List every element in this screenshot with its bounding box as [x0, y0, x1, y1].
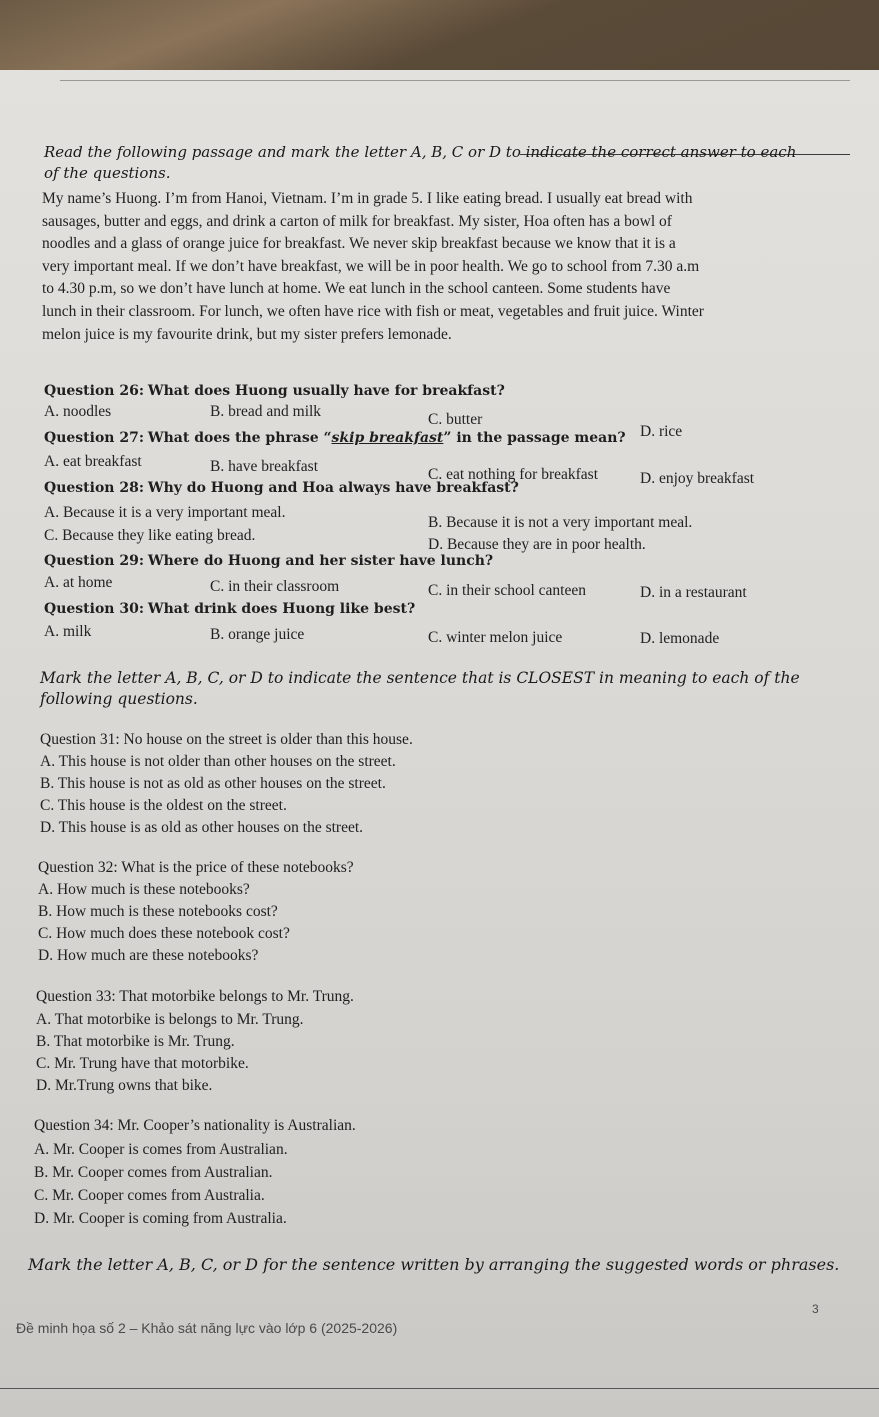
option-a[interactable]: A. How much is these notebooks? [38, 881, 250, 898]
closest-instruction [40, 668, 810, 710]
option-c[interactable]: C. winter melon juice [428, 629, 563, 646]
footer-text: Đề minh họa số 2 – Khảo sát năng lực vào lớp 6 (2025-2026) [16, 1320, 398, 1336]
option-b[interactable]: B. Because it is not a very important meal. [428, 514, 693, 531]
option-d[interactable]: D. This house is as old as other houses on the street. [40, 819, 364, 836]
question-32 [38, 859, 354, 877]
option-b[interactable]: B. have breakfast [210, 458, 319, 475]
arranging-instruction-text: Mark the letter A, B, C, or D for the sentence written by arranging the suggested words or phrases. [28, 1255, 840, 1274]
passage-line: noodles and a glass of orange juice for breakfast. We never skip breakfast because we know that it is a [42, 235, 676, 253]
question-text: Where do Huong and her sister have lunch? [147, 553, 494, 569]
page-number: 3 [812, 1302, 819, 1316]
option-a[interactable]: A. Because it is a very important meal. [44, 504, 286, 521]
question-27: Question 27: What does the phrase “skip breakfast” in the passage mean? [44, 430, 626, 446]
option-b[interactable]: B. This house is not as old as other houses on the street. [40, 775, 386, 792]
arranging-instruction [28, 1254, 848, 1275]
question-34 [34, 1117, 356, 1135]
passage-line: lunch in their classroom. For lunch, we often have rice with fish or meat, vegetables and fruit juice. Winter [42, 302, 704, 320]
passage-line: to 4.30 p.m, so we don’t have lunch at home. We eat lunch in the school canteen. Some students have [42, 280, 671, 298]
option-d[interactable]: D. Mr. Cooper is coming from Australia. [34, 1210, 287, 1227]
option-c[interactable]: C. in their school canteen [428, 582, 586, 599]
underlined-phrase: skip breakfast [331, 430, 444, 446]
option-d[interactable]: D. Mr.Trung owns that bike. [36, 1077, 213, 1094]
option-a[interactable]: A. noodles [44, 403, 112, 420]
option-b[interactable]: B. orange juice [210, 626, 305, 643]
option-b[interactable]: C. in their classroom [210, 578, 340, 595]
option-a[interactable]: A. milk [44, 623, 92, 640]
reading-passage [42, 188, 812, 346]
document-content [0, 70, 879, 1417]
option-c[interactable]: C. eat nothing for breakfast [428, 466, 599, 483]
option-b[interactable]: B. Mr. Cooper comes from Australian. [34, 1164, 273, 1181]
option-d[interactable]: D. enjoy breakfast [640, 470, 755, 487]
passage-line: My name’s Huong. I’m from Hanoi, Vietnam. I’m in grade 5. I like eating bread. I usually eat bread with [42, 190, 693, 207]
passage-line: sausages, butter and eggs, and drink a carton of milk for breakfast. My sister, Hoa often has a bowl of [42, 212, 672, 230]
question-label: Question 30: [44, 601, 144, 617]
question-text: What does Huong usually have for breakfast? [147, 383, 505, 399]
question-label: Question 32: [38, 859, 118, 876]
question-label: Question 28: [44, 480, 144, 496]
option-d[interactable]: D. How much are these notebooks? [38, 947, 259, 964]
option-a[interactable]: A. at home [44, 574, 113, 591]
option-d[interactable]: D. rice [640, 423, 683, 440]
question-26 [44, 382, 505, 400]
question-text: What is the price of these notebooks? [121, 859, 354, 876]
question-label: Question 34: [34, 1117, 114, 1134]
paper-sheet [0, 70, 879, 1417]
option-b[interactable]: B. That motorbike is Mr. Trung. [36, 1033, 235, 1050]
option-c[interactable]: C. How much does these notebook cost? [38, 925, 290, 942]
option-c[interactable]: C. Because they like eating bread. [44, 527, 256, 544]
question-33 [36, 988, 354, 1006]
question-label: Question 33: [36, 988, 116, 1005]
question-text: No house on the street is older than this house. [123, 731, 413, 748]
closest-instruction-text: Mark the letter A, B, C, or D to indicate the sentence that is CLOSEST in meaning to each of the following questions. [40, 669, 800, 708]
option-c[interactable]: C. This house is the oldest on the street. [40, 797, 287, 814]
question-text: Mr. Cooper’s nationality is Australian. [117, 1117, 356, 1134]
option-a[interactable]: A. That motorbike is belongs to Mr. Trung. [36, 1011, 304, 1028]
question-28 [44, 479, 519, 497]
option-d[interactable]: D. lemonade [640, 630, 720, 647]
question-29 [44, 552, 493, 570]
option-a[interactable]: A. This house is not older than other houses on the street. [40, 753, 396, 770]
option-b[interactable]: B. bread and milk [210, 403, 322, 420]
question-text: What drink does Huong like best? [147, 601, 416, 617]
reading-instruction-text: Read the following passage and mark the letter A, B, C or D to indicate the correct answer to each of the questions. [44, 143, 797, 182]
question-text: Why do Huong and Hoa always have breakfast? [147, 480, 519, 496]
question-30 [44, 600, 415, 618]
passage-line: melon juice is my favourite drink, but my sister prefers lemonade. [42, 325, 452, 343]
option-c[interactable]: C. butter [428, 411, 483, 428]
option-c[interactable]: C. Mr. Trung have that motorbike. [36, 1055, 249, 1072]
option-a[interactable]: A. Mr. Cooper is comes from Australian. [34, 1141, 288, 1158]
option-d[interactable]: D. in a restaurant [640, 584, 747, 601]
footer-rule [0, 1388, 879, 1389]
option-b[interactable]: B. How much is these notebooks cost? [38, 903, 278, 920]
option-c[interactable]: C. Mr. Cooper comes from Australia. [34, 1187, 265, 1204]
question-label: Question 31: [40, 731, 120, 748]
question-label: Question 27: [44, 430, 144, 446]
option-a[interactable]: A. eat breakfast [44, 453, 142, 470]
passage-line: very important meal. If we don’t have breakfast, we will be in poor health. We go to school from 7.30 a.m [42, 257, 700, 275]
option-d[interactable]: D. Because they are in poor health. [428, 536, 646, 553]
question-31 [40, 731, 413, 749]
question-label: Question 29: [44, 553, 144, 569]
question-label: Question 26: [44, 383, 144, 399]
reading-instruction [44, 142, 814, 184]
question-text: That motorbike belongs to Mr. Trung. [119, 988, 354, 1005]
